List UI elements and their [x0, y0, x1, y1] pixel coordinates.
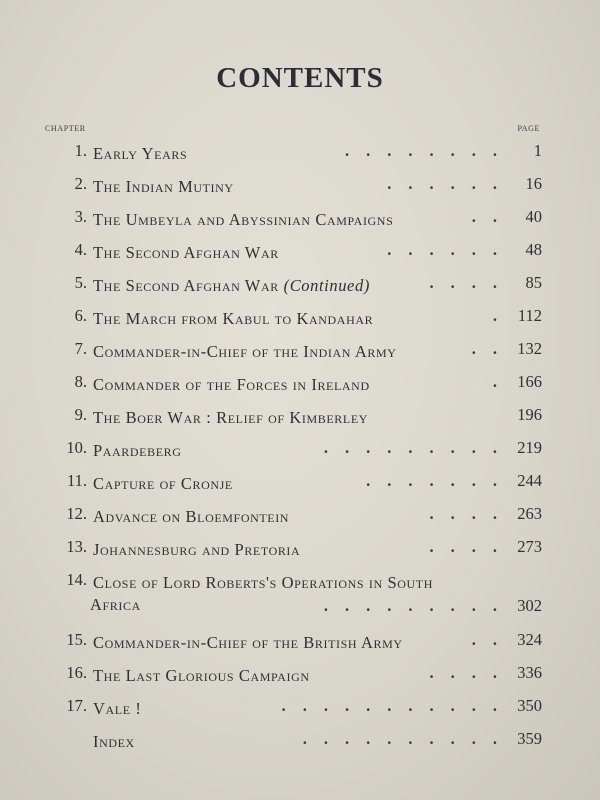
chapter-number: 5. — [74, 273, 87, 292]
leader-dots: .. — [471, 339, 514, 358]
chapter-number: 2. — [74, 174, 87, 193]
chapter-number: 14. — [66, 570, 87, 589]
leader-dots: .... — [429, 273, 514, 292]
page-number: 324 — [517, 630, 542, 649]
chapter-title-text: The Indian Mutiny — [93, 177, 234, 196]
leader-dots: . — [492, 306, 514, 325]
page-number: 16 — [525, 174, 542, 193]
chapter-number: 10. — [66, 438, 87, 457]
page-number: 350 — [517, 696, 542, 715]
chapter-title-text: Paardeberg — [93, 441, 182, 460]
leader-dots: ........ — [345, 141, 514, 160]
chapter-title-text: Capture of Cronje — [93, 474, 233, 493]
leader-dots: ...... — [387, 240, 514, 259]
toc-entry — [30, 493, 542, 526]
toc-entry — [30, 130, 542, 163]
chapter-number: 16. — [66, 663, 87, 682]
chapter-title-continuation: Africa — [90, 595, 141, 614]
chapter-number: 11. — [66, 471, 87, 490]
leader-dots: .... — [429, 663, 514, 682]
page-number: 1 — [533, 141, 542, 160]
page-number: 132 — [517, 339, 542, 358]
chapter-title-text: The Second Afghan War — [93, 243, 279, 262]
toc-entry — [30, 427, 542, 460]
toc-entry — [30, 460, 542, 493]
leader-dots: ........... — [281, 696, 514, 715]
toc-entry — [30, 652, 542, 685]
leader-dots: .... — [429, 504, 514, 523]
toc-entry — [30, 196, 542, 229]
chapter-title-text: Commander-in-Chief of the Indian Army — [93, 342, 397, 361]
chapter-title-text: The Last Glorious Campaign — [93, 666, 310, 685]
chapter-number: 7. — [74, 339, 87, 358]
chapter-title-text: Close of Lord Roberts's Operations in South — [93, 573, 434, 592]
chapter-number: 1. — [74, 141, 87, 160]
leader-dots: .......... — [302, 729, 514, 748]
toc-entry — [30, 619, 542, 652]
toc-entry — [30, 559, 542, 619]
chapter-title-text: Johannesburg and Pretoria — [93, 540, 301, 559]
chapter-title-text: The Umbeyla and Abyssinian Campaigns — [93, 210, 394, 229]
chapter-title-text: Early Years — [93, 144, 188, 163]
chapter-number: 17. — [66, 696, 87, 715]
chapter-number: 13. — [66, 537, 87, 556]
chapter-title-text: The Second Afghan War — [93, 276, 279, 295]
chapter-number: 12. — [66, 504, 87, 523]
chapter-number: 3. — [74, 207, 87, 226]
page-number: 112 — [517, 306, 542, 325]
toc-entry — [30, 685, 542, 718]
toc-entry — [30, 295, 542, 328]
chapter-number: 9. — [74, 405, 87, 424]
toc-entry — [30, 394, 542, 427]
leader-dots: ....... — [366, 471, 514, 490]
toc-entry — [30, 718, 542, 751]
page-number: 273 — [517, 537, 542, 556]
toc-entry — [30, 163, 542, 196]
toc-entry — [30, 229, 542, 262]
page-number: 196 — [517, 405, 542, 424]
leader-dots: ......... — [323, 596, 514, 615]
page-number: 244 — [517, 471, 542, 490]
leader-dots: .. — [471, 207, 514, 226]
toc-entry — [30, 328, 542, 361]
chapter-number: 4. — [74, 240, 87, 259]
page-number: 166 — [517, 372, 542, 391]
chapter-title-text: Index — [93, 732, 135, 751]
chapter-title — [93, 570, 493, 595]
page-number: 48 — [525, 240, 542, 259]
chapter-number: 8. — [74, 372, 87, 391]
leader-dots: .. — [471, 630, 514, 649]
leader-dots: ...... — [387, 174, 514, 193]
toc-entry — [30, 262, 542, 295]
chapter-column-label: CHAPTER — [45, 124, 86, 133]
chapter-title-text: The March from Kabul to Kandahar — [93, 309, 374, 328]
leader-dots: ......... — [323, 438, 514, 457]
leader-dots: . — [492, 372, 514, 391]
page-number: 336 — [517, 663, 542, 682]
page-column-label: PAGE — [517, 124, 540, 133]
table-of-contents — [30, 130, 542, 751]
chapter-title-text: Commander-in-Chief of the British Army — [93, 633, 403, 652]
chapter-title-text: Advance on Bloemfontein — [93, 507, 290, 526]
page-number: 263 — [517, 504, 542, 523]
chapter-title-text: The Boer War : Relief of Kimberley — [93, 408, 369, 427]
page-number: 219 — [517, 438, 542, 457]
page-number: 85 — [525, 273, 542, 292]
toc-entry — [30, 361, 542, 394]
chapter-title-text: Commander of the Forces in Ireland — [93, 375, 370, 394]
toc-entry — [30, 526, 542, 559]
page-number: 40 — [525, 207, 542, 226]
chapter-title-text: Vale ! — [93, 699, 142, 718]
chapter-number: 6. — [74, 306, 87, 325]
page-number: 302 — [517, 596, 542, 615]
page-number: 359 — [517, 729, 542, 748]
chapter-number: 15. — [66, 630, 87, 649]
chapter-title-suffix: (Continued) — [283, 276, 370, 295]
contents-heading: CONTENTS — [216, 62, 384, 94]
leader-dots: .... — [429, 537, 514, 556]
